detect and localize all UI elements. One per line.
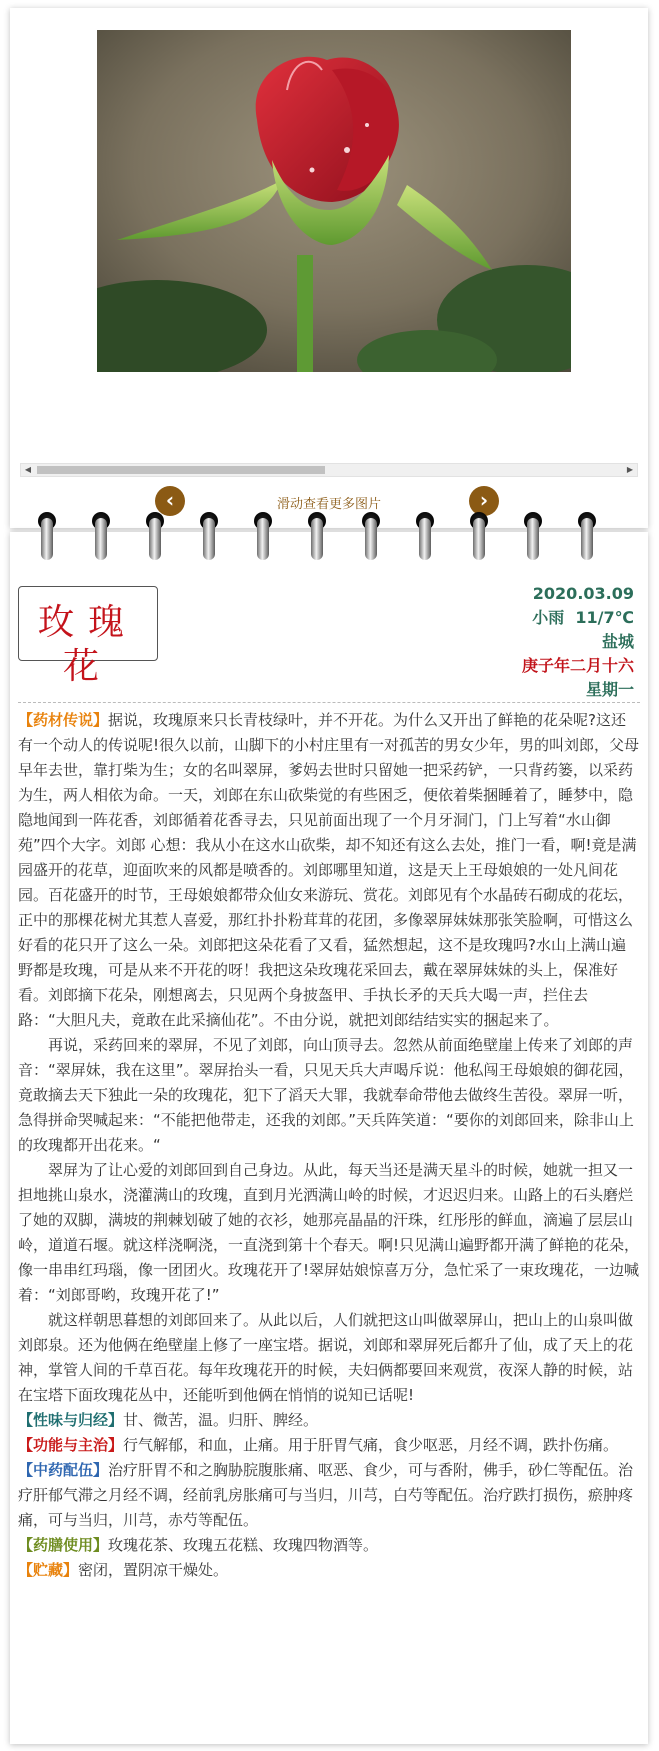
function-paragraph (18, 1433, 640, 1458)
chevron-right-icon: › (479, 488, 489, 512)
binding-ring (524, 512, 542, 564)
binding-ring (254, 512, 272, 564)
binding-ring (470, 512, 488, 564)
compat-tag: 【中药配伍】 (18, 1461, 109, 1479)
swipe-hint: 滑动查看更多图片 (276, 497, 381, 512)
function-text: 行气解郁，和血，止痛。用于肝胃气痛，食少呕恶，月经不调，跌扑伤痛。 (123, 1436, 619, 1454)
storage-text: 密闭，置阴凉干燥处。 (78, 1561, 229, 1579)
legend-paragraph-2: 再说，采药回来的翠屏，不见了刘郎，向山顶寻去。忽然从前面绝壁崖上传来了刘郎的声音：“翠屏妹，我在这里”。翠屏抬头一看，只见天兵大声喝斥说：他私闯王母娘娘的御花园，竟敢摘去天下独此一朵的玫瑰花，犯下了滔天大罪，我就奉命带他去做终生苦役。翠屏一听，急得拼命哭喊起来：“不能把他带走，还我的刘郎。”天兵阵笑道：“要你的刘郎回来，除非山上的玫瑰都开出花来。“ (18, 1036, 634, 1154)
weather-text: 小雨 11/7℃ (532, 608, 634, 627)
legend-paragraph-1 (18, 708, 640, 1033)
image-gallery-card (10, 8, 648, 528)
scroll-right-arrow-icon[interactable]: ▶ (626, 465, 634, 474)
gallery-scrollbar[interactable] (20, 463, 638, 477)
binding-ring (416, 512, 434, 564)
ring-wire (365, 518, 377, 560)
seal-title-box (18, 586, 158, 687)
ring-wire (311, 518, 323, 560)
article-content (18, 708, 640, 1583)
ring-wire (473, 518, 485, 560)
gallery-image[interactable] (97, 30, 571, 372)
diet-tag: 【药膳使用】 (18, 1536, 109, 1554)
compat-paragraph (18, 1458, 640, 1533)
legend-paragraph-3: 翠屏为了让心爱的刘郎回到自己身边。从此，每天当还是满天星斗的时候，她就一担又一担地挑山泉水，浇灌满山的玫瑰，直到月光洒满山岭的时候，才迟迟归来。山路上的石头磨烂了她的双脚，满坡的荆棘划破了她的衣衫，她那亮晶晶的汗珠，红彤彤的鲜血，滴遍了层层山岭，道道石堰。就这样浇啊浇，一直浇到第十个春天。啊!只见满山遍野都开满了鲜艳的花朵，像一串串红玛瑙，像一团团火。玫瑰花开了!翠屏姑娘惊喜万分，急忙采了一束玫瑰花，一边喊着：“刘郎哥哟，玫瑰开花了!” (18, 1161, 640, 1304)
compat-text: 治疗肝胃不和之胸胁脘腹胀痛、呕恶、食少，可与香附，佛手，砂仁等配伍。治疗肝郁气滞之月经不调，经前乳房胀痛可与当归，川芎，白芍等配伍。治疗跌打损伤，瘀肿疼痛，可与当归，川芎，赤芍等配伍。 (18, 1461, 634, 1529)
ring-wire (149, 518, 161, 560)
binding-ring (578, 512, 596, 564)
ring-wire (527, 518, 539, 560)
weekday-text: 星期一 (585, 680, 634, 699)
date-info (522, 582, 634, 702)
ring-wire (95, 518, 107, 560)
legend-text-1: 据说，玫瑰原来只长青枝绿叶，并不开花。为什么又开出了鲜艳的花朵呢?这还有一个动人的传说呢!很久以前，山脚下的小村庄里有一对孤苦的男女少年，男的叫刘郎，父母早年去世，靠打柴为生；女的名叫翠屏，爹妈去世时只留她一把采药铲，一只背药篓，以采药为生，两人相依为命。一天，刘郎在东山砍柴觉的有些困乏，便依着柴捆睡着了，睡梦中，隐隐地闻到一阵花香，刘郎循着花香寻去，只见前面出现了一个月牙洞门，门上写着“水山御苑”四个大字。刘郎 心想：我从小在这水山砍柴，却不知还有这么去处，推门一看，啊!竟是满园盛开的花草，迎面吹来的风都是喷香的。刘郎哪里知道，这是天上王母娘娘的一处凡间花园。百花盛开的时节，王母娘娘都带众仙女来游玩、赏花。刘郎见有个水晶砖石砌成的花坛，正中的那棵花树尤其惹人喜爱，那红扑扑粉茸茸的花团，多像翠屏妹妹那张笑脸啊，可惜这么好看的花只开了这么一朵。刘郎把这朵花看了又看，猛然想起，这不是玫瑰吗?水山上满山遍野都是玫瑰，可是从来不开花的呀！我把这朵玫瑰花采回去，戴在翠屏妹妹的头上，保准好看。刘郎摘下花朵，刚想离去，只见两个身披盔甲、手执长矛的天兵大喝一声，拦住去路：“大胆凡夫，竟敢在此采摘仙花”。不由分说，就把刘郎结结实实的捆起来了。 (18, 711, 640, 1029)
binding-ring (362, 512, 380, 564)
diet-paragraph (18, 1533, 640, 1558)
ring-wire (581, 518, 593, 560)
legend-tag: 【药材传说】 (18, 711, 109, 729)
ring-wire (203, 518, 215, 560)
calendar-card (10, 532, 648, 1744)
city-text: 盐城 (601, 632, 634, 651)
rose-bud-illustration (97, 30, 571, 372)
chevron-left-icon: ‹ (165, 488, 175, 512)
binding-ring (200, 512, 218, 564)
binding-ring (146, 512, 164, 564)
binding-ring (38, 512, 56, 564)
lunar-date-text: 庚子年二月十六 (521, 656, 634, 675)
date-text: 2020.03.09 (532, 584, 634, 603)
dashed-divider (18, 702, 640, 703)
nature-tag: 【性味与归经】 (18, 1411, 124, 1429)
function-tag: 【功能与主治】 (18, 1436, 124, 1454)
nature-paragraph (18, 1408, 640, 1433)
nature-text: 甘、微苦，温。归肝、脾经。 (123, 1411, 319, 1429)
ring-wire (419, 518, 431, 560)
binding-ring (308, 512, 326, 564)
diet-text: 玫瑰花茶、玫瑰五花糕、玫瑰四物酒等。 (108, 1536, 379, 1554)
legend-paragraph-4: 就这样朝思暮想的刘郎回来了。从此以后，人们就把这山叫做翠屏山，把山上的山泉叫做刘郎泉。还为他俩在绝壁崖上修了一座宝塔。据说，刘郎和翠屏死后都升了仙，成了天上的花神，掌管人间的千草百花。每年玫瑰花开的时候，夫妇俩都要回来观赏，夜深人静的时候，站在宝塔下面玫瑰花丛中，还能听到他俩在悄悄的说知已话呢! (18, 1311, 634, 1404)
spiral-binding (0, 512, 659, 572)
storage-paragraph (18, 1558, 640, 1583)
binding-ring (92, 512, 110, 564)
ring-wire (41, 518, 53, 560)
scroll-left-arrow-icon[interactable]: ◀ (24, 465, 32, 474)
storage-tag: 【贮藏】 (18, 1561, 79, 1579)
seal-title: 玫瑰花 (37, 602, 138, 687)
scrollbar-thumb[interactable] (37, 466, 325, 474)
ring-wire (257, 518, 269, 560)
